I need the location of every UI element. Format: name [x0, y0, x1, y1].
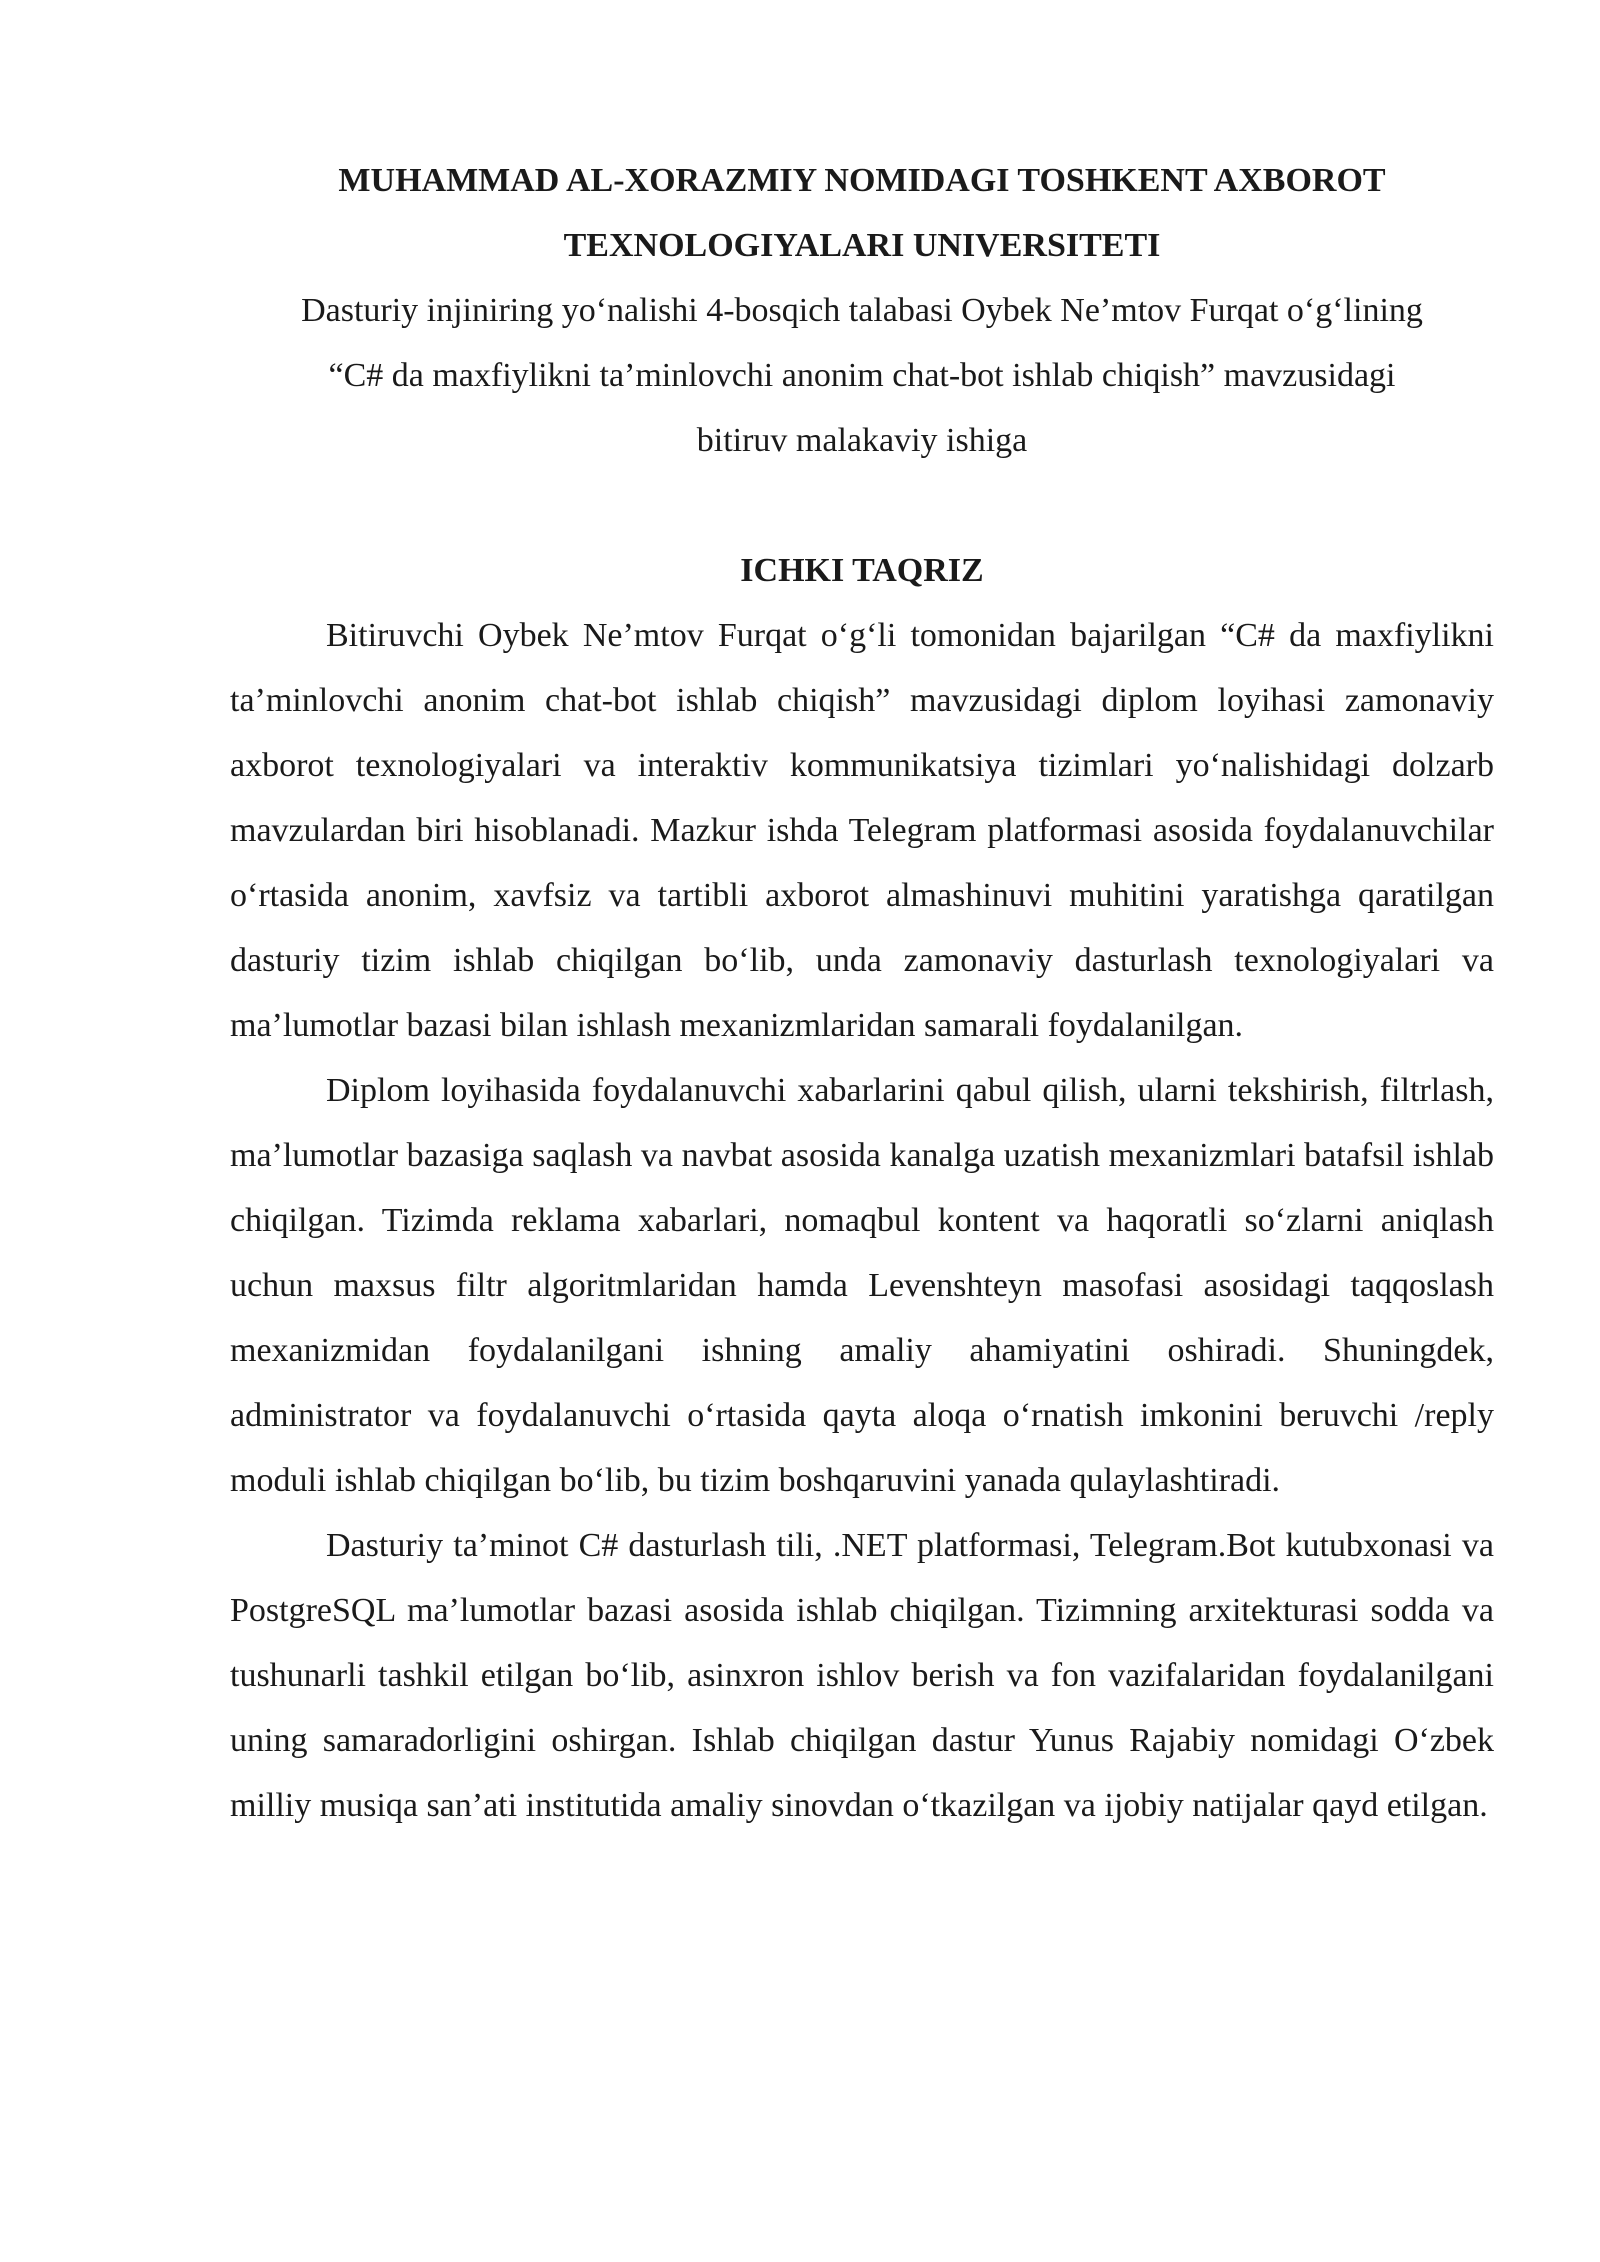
review-title: ICHKI TAQRIZ: [740, 552, 984, 589]
subtitle-line-3: bitiruv malakaviy ishiga: [696, 422, 1028, 459]
subtitle-line-2: “C# da maxfiylikni ta’minlovchi anonim chat-bot ishlab chiqish” mavzusidagi: [328, 357, 1396, 394]
subtitle-line-1: Dasturiy injiniring yo‘nalishi 4-bosqich talabasi Oybek Ne’mtov Furqat o‘g‘lining: [301, 292, 1423, 329]
review-paragraph-2: Diplom loyihasida foydalanuvchi xabarlarini qabul qilish, ularni tekshirish, filtrlash, ma’lumotlar bazasiga saqlash va navbat asosida kanalga uzatish mexanizmlari batafsil ishlab chiqilgan. Tizimda reklama xabarlari, nomaqbul kontent va haqoratli so‘zlarni aniqlash uchun maxsus filtr algoritmlaridan hamda Levenshteyn masofasi asosidagi taqqoslash mexanizmidan foydalanilgani ishning amaliy ahamiyatini oshiradi. Shuningdek, administrator va foydalanuvchi o‘rtasida qayta aloqa o‘rnatish imkonini beruvchi /reply moduli ishlab chiqilgan bo‘lib, bu tizim boshqaruvini yanada qulaylashtiradi.: [230, 1072, 1494, 1499]
institution-name-line-2: TEXNOLOGIYALARI UNIVERSITETI: [563, 227, 1161, 264]
review-paragraph-3: Dasturiy ta’minot C# dasturlash tili, .NET platformasi, Telegram.Bot kutubxonasi va PostgreSQL ma’lumotlar bazasi asosida ishlab chiqilgan. Tizimning arxitekturasi sodda va tushunarli tashkil etilgan bo‘lib, asinxron ishlov berish va fon vazifalaridan foydalanilgani uning samaradorligini oshirgan. Ishlab chiqilgan dastur Yunus Rajabiy nomidagi O‘zbek milliy musiqa san’ati institutida amaliy sinovdan o‘tkazilgan va ijobiy natijalar qayd etilgan.: [230, 1527, 1494, 1824]
institution-name-line-1: MUHAMMAD AL-XORAZMIY NOMIDAGI TOSHKENT AXBOROT: [338, 162, 1386, 199]
document-page: [230, 148, 1494, 1838]
review-paragraph-1: Bitiruvchi Oybek Ne’mtov Furqat o‘g‘li tomonidan bajarilgan “C# da maxfiylikni ta’minlovchi anonim chat-bot ishlab chiqish” mavzusidagi diplom loyihasi zamonaviy axborot texnologiyalari va interaktiv kommunikatsiya tizimlari yo‘nalishidagi dolzarb mavzulardan biri hisoblanadi. Mazkur ishda Telegram platformasi asosida foydalanuvchilar o‘rtasida anonim, xavfsiz va tartibli axborot almashinuvi muhitini yaratishga qaratilgan dasturiy tizim ishlab chiqilgan bo‘lib, unda zamonaviy dasturlash texnologiyalari va ma’lumotlar bazasi bilan ishlash mexanizmlaridan samarali foydalanilgan.: [230, 617, 1494, 1044]
